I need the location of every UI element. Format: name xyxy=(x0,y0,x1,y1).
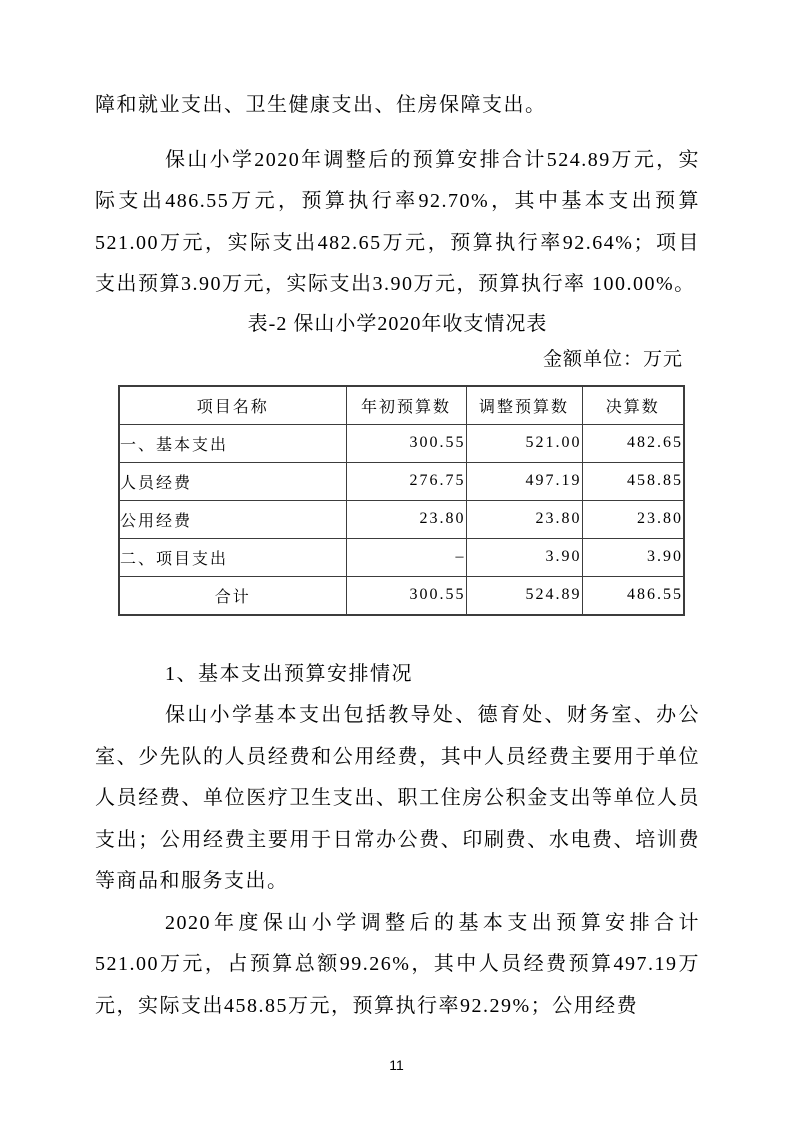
income-expense-table xyxy=(118,385,685,616)
cell-final-account: 3.90 xyxy=(582,538,684,576)
cell-final-account: 23.80 xyxy=(582,500,684,538)
cell-adjusted-budget: 521.00 xyxy=(466,424,582,462)
table-row-project-expense xyxy=(119,538,684,576)
table-row-public-expense xyxy=(119,500,684,538)
cell-item-name: 一、基本支出 xyxy=(119,424,346,462)
cell-adjusted-budget: 524.89 xyxy=(466,576,582,615)
page-content xyxy=(95,85,700,1027)
table-row-total xyxy=(119,576,684,615)
section-heading-basic-expense: 1、基本支出预算安排情况 xyxy=(165,662,413,685)
paragraph-basic-expense-stats: 2020年度保山小学调整后的基本支出预算安排合计521.00万元，占预算总额99.26%，其中人员经费预算497.19万元，实际支出458.85万元，预算执行率92.29%；公用经费 xyxy=(95,911,700,1017)
table-row-personnel-expense xyxy=(119,462,684,500)
header-final-account: 决算数 xyxy=(582,386,684,425)
table-row-basic-expense xyxy=(119,424,684,462)
cell-initial-budget: 300.55 xyxy=(346,576,466,615)
cell-initial-budget: 276.75 xyxy=(346,462,466,500)
table-title: 表-2 保山小学2020年收支情况表 xyxy=(247,312,548,335)
cell-initial-budget: – xyxy=(346,538,466,576)
table-unit-note: 金额单位：万元 xyxy=(542,348,683,370)
cell-initial-budget: 300.55 xyxy=(346,424,466,462)
paragraph-continuation: 障和就业支出、卫生健康支出、住房保障支出。 xyxy=(95,94,547,116)
cell-adjusted-budget: 497.19 xyxy=(466,462,582,500)
cell-item-name: 人员经费 xyxy=(119,462,346,500)
cell-final-account: 458.85 xyxy=(582,462,684,500)
cell-item-name: 二、项目支出 xyxy=(119,538,346,576)
cell-initial-budget: 23.80 xyxy=(346,500,466,538)
cell-final-account: 486.55 xyxy=(582,576,684,615)
cell-item-name: 公用经费 xyxy=(119,500,346,538)
page-number: 11 xyxy=(389,1057,404,1073)
paragraph-basic-expense-desc: 保山小学基本支出包括教导处、德育处、财务室、办公室、少先队的人员经费和公用经费，其中人员经费主要用于单位人员经费、单位医疗卫生支出、职工住房公积金支出等单位人员支出；公用经费主要用于日常办公费、印刷费、水电费、培训费等商品和服务支出。 xyxy=(95,704,700,892)
table-header-row xyxy=(119,386,684,425)
header-adjusted-budget: 调整预算数 xyxy=(466,386,582,425)
header-initial-budget: 年初预算数 xyxy=(346,386,466,425)
cell-final-account: 482.65 xyxy=(582,424,684,462)
cell-item-name: 合计 xyxy=(119,576,346,615)
paragraph-budget-summary: 保山小学2020年调整后的预算安排合计524.89万元，实际支出486.55万元，预算执行率92.70%，其中基本支出预算521.00万元，实际支出482.65万元，预算执行率92.64%；项目支出预算3.90万元，实际支出3.90万元，预算执行率 100.00%。 xyxy=(95,148,700,295)
header-item-name: 项目名称 xyxy=(119,386,346,425)
cell-adjusted-budget: 3.90 xyxy=(466,538,582,576)
cell-adjusted-budget: 23.80 xyxy=(466,500,582,538)
